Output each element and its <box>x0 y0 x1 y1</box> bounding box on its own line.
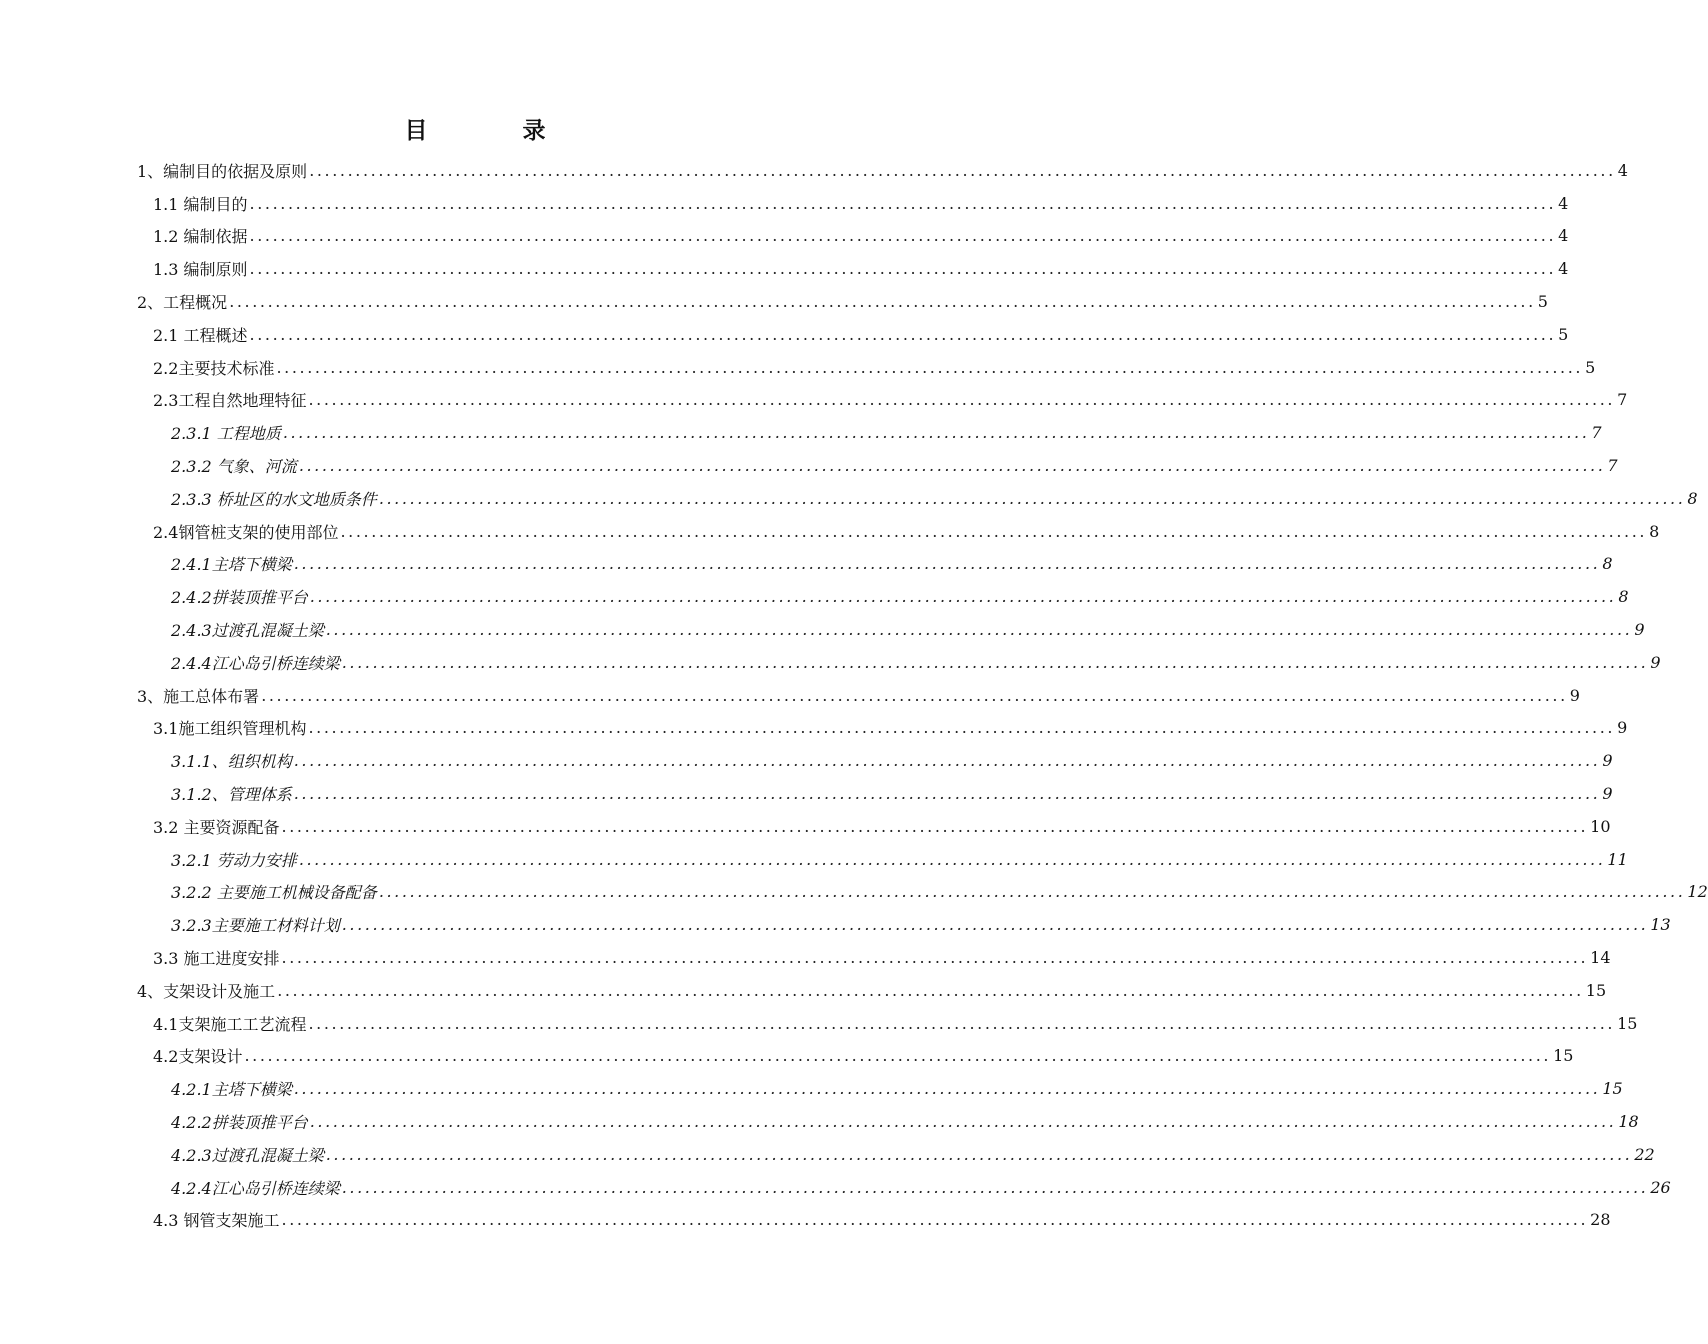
toc-entry-label: 3.1.2、管理体系 <box>171 785 292 805</box>
toc-entry-page-number: 9 <box>1634 620 1645 640</box>
toc-entry[interactable] <box>0 449 1618 482</box>
toc-entry-label: 3、施工总体布署 <box>137 686 260 706</box>
toc-dot-leader: .......................................................................................................................................................................... <box>229 292 1536 312</box>
toc-entry-page-number: 15 <box>1553 1046 1574 1066</box>
toc-entry[interactable] <box>0 580 1629 613</box>
toc-dot-leader: .......................................................................................................................................................................... <box>298 849 1606 869</box>
toc-dot-leader: .......................................................................................................................................................................... <box>281 1210 1589 1230</box>
toc-entry-page-number: 10 <box>1590 816 1611 836</box>
toc-entry-page-number: 7 <box>1607 456 1618 476</box>
toc-dot-leader: .......................................................................................................................................................................... <box>340 521 1648 541</box>
toc-entry-page-number: 9 <box>1617 718 1628 738</box>
toc-entry-page-number: 12 <box>1687 882 1708 902</box>
toc-dot-leader: .......................................................................................................................................................................... <box>282 423 1590 443</box>
toc-list <box>0 154 1708 1236</box>
toc-entry-page-number: 15 <box>1585 980 1607 1000</box>
toc-entry-label: 3.2.2 主要施工机械设备配备 <box>171 883 377 903</box>
toc-entry-page-number: 11 <box>1607 849 1628 869</box>
toc-entry[interactable] <box>0 1040 1574 1073</box>
toc-entry-label: 2.3工程自然地理特征 <box>153 391 307 411</box>
toc-entry[interactable] <box>0 154 1628 187</box>
toc-entry[interactable] <box>0 876 1708 909</box>
toc-entry[interactable] <box>0 416 1602 449</box>
toc-entry-page-number: 5 <box>1585 357 1596 377</box>
toc-dot-leader: .......................................................................................................................................................................... <box>276 357 1584 377</box>
toc-title: 目 录 <box>404 117 582 144</box>
toc-entry-page-number: 13 <box>1650 915 1671 935</box>
toc-entry-page-number: 15 <box>1617 1013 1638 1033</box>
toc-entry[interactable] <box>0 941 1611 974</box>
toc-entry-page-number: 9 <box>1602 751 1613 771</box>
toc-dot-leader: .......................................................................................................................................................................... <box>293 751 1601 771</box>
toc-dot-leader: .......................................................................................................................................................................... <box>378 882 1686 902</box>
toc-dot-leader: .......................................................................................................................................................................... <box>308 1013 1616 1033</box>
toc-entry[interactable] <box>0 1138 1655 1171</box>
toc-entry-page-number: 9 <box>1602 784 1613 804</box>
toc-dot-leader: .......................................................................................................................................................................... <box>298 456 1606 476</box>
toc-entry[interactable] <box>0 515 1660 548</box>
toc-entry[interactable] <box>0 1105 1639 1138</box>
toc-entry-label: 2.3.3 桥址区的水文地质条件 <box>171 489 377 509</box>
toc-entry-label: 1.3 编制原则 <box>153 260 248 280</box>
toc-entry-label: 3.2.1 劳动力安排 <box>171 850 297 870</box>
toc-entry-page-number: 8 <box>1618 587 1629 607</box>
toc-entry-label: 2.4.3过渡孔混凝土梁 <box>171 621 324 641</box>
toc-entry-label: 1.1 编制目的 <box>153 194 248 214</box>
toc-dot-leader: .......................................................................................................................................................................... <box>309 1112 1617 1131</box>
toc-entry-label: 1.2 编制依据 <box>153 227 248 247</box>
toc-entry[interactable] <box>0 712 1628 745</box>
toc-entry-label: 3.1.1、组织机构 <box>171 752 292 772</box>
toc-entry-label: 2.1 工程概述 <box>153 325 248 345</box>
toc-dot-leader: .......................................................................................................................................................................... <box>309 160 1616 180</box>
toc-entry-label: 3.1施工组织管理机构 <box>153 719 307 739</box>
toc-entry-label: 3.2 主要资源配备 <box>153 817 280 837</box>
toc-dot-leader: .......................................................................................................................................................................... <box>261 685 1568 705</box>
toc-entry[interactable] <box>0 810 1611 843</box>
toc-entry-page-number: 22 <box>1634 1144 1655 1164</box>
toc-entry-page-number: 28 <box>1590 1210 1611 1230</box>
toc-entry[interactable] <box>0 482 1698 515</box>
toc-entry-label: 2.4.2拼装顶推平台 <box>171 588 308 608</box>
toc-dot-leader: .......................................................................................................................................................................... <box>293 1079 1601 1099</box>
toc-entry-label: 4.2.2拼装顶推平台 <box>171 1113 308 1132</box>
toc-entry[interactable] <box>0 285 1548 318</box>
toc-entry-page-number: 7 <box>1591 423 1602 443</box>
toc-entry-page-number: 8 <box>1687 488 1698 508</box>
toc-entry-page-number: 4 <box>1558 193 1569 213</box>
toc-entry[interactable] <box>0 220 1569 253</box>
toc-entry-page-number: 9 <box>1569 685 1580 705</box>
toc-entry-label: 2.4.4江心岛引桥连续梁 <box>171 653 340 673</box>
toc-dot-leader: .......................................................................................................................................................................... <box>309 587 1617 607</box>
toc-entry-label: 2.4钢管桩支架的使用部位 <box>153 522 339 542</box>
toc-entry[interactable] <box>0 613 1645 646</box>
toc-entry[interactable] <box>0 384 1628 417</box>
toc-entry-label: 3.2.3主要施工材料计划 <box>171 916 340 936</box>
toc-entry-page-number: 7 <box>1617 390 1628 410</box>
toc-dot-leader: .......................................................................................................................................................................... <box>281 816 1589 836</box>
toc-dot-leader: .......................................................................................................................................................................... <box>308 390 1616 410</box>
toc-entry[interactable] <box>0 187 1569 220</box>
toc-entry[interactable] <box>0 252 1569 285</box>
toc-entry-label: 4.3 钢管支架施工 <box>153 1211 280 1231</box>
toc-entry-label: 4.1支架施工工艺流程 <box>153 1014 307 1034</box>
toc-dot-leader: .......................................................................................................................................................................... <box>293 554 1601 574</box>
toc-entry[interactable] <box>0 908 1671 941</box>
toc-dot-leader: .......................................................................................................................................................................... <box>325 1144 1633 1164</box>
toc-dot-leader: .......................................................................................................................................................................... <box>293 784 1601 804</box>
toc-dot-leader: .......................................................................................................................................................................... <box>277 980 1584 1000</box>
toc-entry[interactable] <box>0 974 1607 1007</box>
toc-entry-page-number: 14 <box>1590 948 1611 968</box>
toc-entry[interactable] <box>0 548 1613 581</box>
toc-dot-leader: .......................................................................................................................................................................... <box>308 718 1616 738</box>
toc-entry-label: 4.2.3过渡孔混凝土梁 <box>171 1145 324 1165</box>
toc-dot-leader: .......................................................................................................................................................................... <box>249 259 1557 279</box>
toc-dot-leader: .......................................................................................................................................................................... <box>244 1046 1552 1066</box>
toc-entry[interactable] <box>0 1072 1623 1105</box>
toc-entry-page-number: 15 <box>1602 1079 1623 1099</box>
toc-entry-page-number: 5 <box>1558 324 1569 344</box>
toc-entry[interactable] <box>0 351 1596 384</box>
toc-entry[interactable] <box>0 1204 1611 1237</box>
toc-entry-page-number: 4 <box>1558 226 1569 246</box>
toc-entry[interactable] <box>0 318 1569 351</box>
toc-entry-page-number: 8 <box>1602 554 1613 574</box>
toc-entry[interactable] <box>0 843 1628 876</box>
toc-entry-page-number: 4 <box>1558 259 1569 279</box>
toc-entry[interactable] <box>0 679 1580 712</box>
toc-dot-leader: .......................................................................................................................................................................... <box>341 1177 1649 1197</box>
toc-entry-label: 4、支架设计及施工 <box>137 981 276 1001</box>
toc-entry-label: 2.4.1主塔下横梁 <box>171 555 292 575</box>
toc-dot-leader: .......................................................................................................................................................................... <box>341 915 1649 935</box>
toc-dot-leader: .......................................................................................................................................................................... <box>378 488 1686 508</box>
toc-dot-leader: .......................................................................................................................................................................... <box>325 620 1633 640</box>
toc-entry[interactable] <box>0 777 1613 810</box>
toc-entry-page-number: 5 <box>1537 292 1548 312</box>
toc-entry-label: 2.2主要技术标准 <box>153 358 275 378</box>
toc-dot-leader: .......................................................................................................................................................................... <box>281 948 1589 968</box>
toc-entry[interactable] <box>0 1007 1638 1040</box>
toc-entry[interactable] <box>0 1171 1671 1204</box>
toc-entry-label: 4.2.4江心岛引桥连续梁 <box>171 1178 340 1198</box>
toc-entry-page-number: 26 <box>1650 1177 1671 1197</box>
toc-entry-label: 1、编制目的依据及原则 <box>137 161 308 181</box>
toc-entry-label: 4.2支架设计 <box>153 1047 243 1067</box>
toc-entry-label: 2.3.2 气象、河流 <box>171 457 297 477</box>
toc-entry-label: 2、工程概况 <box>137 293 228 313</box>
toc-entry[interactable] <box>0 646 1661 679</box>
toc-dot-leader: .......................................................................................................................................................................... <box>249 324 1557 344</box>
toc-entry-label: 4.2.1主塔下横梁 <box>171 1080 292 1100</box>
toc-dot-leader: .......................................................................................................................................................................... <box>341 652 1649 672</box>
toc-entry-page-number: 4 <box>1617 160 1628 180</box>
toc-entry-page-number: 8 <box>1649 521 1660 541</box>
toc-entry-page-number: 18 <box>1618 1112 1639 1131</box>
toc-entry[interactable] <box>0 744 1613 777</box>
toc-entry-label: 2.3.1 工程地质 <box>171 424 281 444</box>
toc-dot-leader: .......................................................................................................................................................................... <box>249 193 1557 213</box>
toc-entry-page-number: 9 <box>1650 652 1661 672</box>
toc-entry-label: 3.3 施工进度安排 <box>153 949 280 969</box>
toc-dot-leader: .......................................................................................................................................................................... <box>249 226 1557 246</box>
